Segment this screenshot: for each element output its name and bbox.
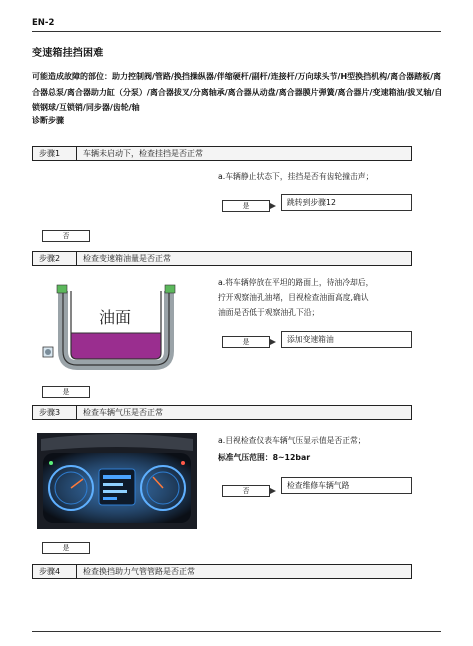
oil-level-illustration <box>37 281 178 376</box>
no-label: 否 <box>62 232 70 240</box>
section-title: 变速箱挂挡困难 <box>32 48 104 59</box>
arrow-right-icon <box>270 488 276 494</box>
next-label: 是 <box>62 544 70 552</box>
step-label: 步骤1 <box>33 147 77 160</box>
note-line: a.将车辆停放在平坦的路面上，待油冷却后， <box>218 278 374 287</box>
step-4-bar <box>32 564 412 579</box>
footer-divider <box>32 631 441 632</box>
step-text: 检查变速箱油量是否正常 <box>83 254 171 263</box>
oil-fill <box>71 333 161 359</box>
step-2-note <box>218 275 373 320</box>
arrow-right-icon <box>270 203 276 209</box>
no-label: 否 <box>242 487 250 495</box>
step-text: 检查换挡助力气管管路是否正常 <box>83 567 195 576</box>
step-label: 步骤2 <box>33 252 77 265</box>
step-1-no-tag <box>42 230 90 242</box>
next-label: 是 <box>62 388 70 396</box>
dashboard-photo <box>37 433 197 529</box>
step-3-note: a.目视检查仪表车辆气压显示值是否正常； <box>218 436 366 445</box>
yes-label: 是 <box>242 202 250 210</box>
step-1-yes-result: 跳转到步骤12 <box>281 194 412 211</box>
step-1-bar <box>32 146 412 161</box>
step-text: 车辆未启动下，检查挂挡是否正常 <box>83 149 203 158</box>
possible-causes: 可能造成故障的部位：助力控制阀/管路/换挡操纵器/伴缩硬杆/副杆/连接杆/万向球头节/H型换挡机构/离合器踏板/离合器总泵/离合器助力缸（分泵）/离合器拔叉/分离轴承/离合器从动盘/离合器膜片弹簧/离合器片/变速箱油/拔叉轴/自锁钢球/互锁销/同步器/齿轮/轴 <box>32 72 443 112</box>
step-label: 步骤3 <box>33 406 77 419</box>
yes-label: 是 <box>242 338 250 346</box>
step-2-next-tag <box>42 386 90 398</box>
step-3-no-result: 检查维修车辆气路 <box>281 477 412 494</box>
step-text: 检查车辆气压是否正常 <box>83 408 163 417</box>
page-code: EN-2 <box>32 18 55 28</box>
step-3-next-tag <box>42 542 90 554</box>
diagnosis-title: 诊断步骤 <box>32 116 64 125</box>
arrow-right-icon <box>270 339 276 345</box>
step-2-yes-tag <box>222 336 270 348</box>
step-2-bar <box>32 251 412 266</box>
header-divider <box>32 31 441 32</box>
step-1-yes-tag <box>222 200 270 212</box>
pressure-spec: 标准气压范围：8~12bar <box>218 453 311 462</box>
oil-level-label: 油面 <box>99 308 132 327</box>
oil-level-diagram <box>37 281 178 376</box>
step-3-no-tag <box>222 485 270 497</box>
note-line: 拧开观察油孔油堵，目视检查油面高度,确认 <box>218 293 369 302</box>
step-2-yes-result: 添加变速箱油 <box>281 331 412 348</box>
note-line: 油面是否低于观察油孔下沿； <box>218 308 320 317</box>
step-3-bar <box>32 405 412 420</box>
step-1-note: a.车辆静止状态下，挂挡是否有齿轮撞击声； <box>218 172 374 181</box>
step-label: 步骤4 <box>33 565 77 578</box>
instrument-cluster-image <box>37 433 197 529</box>
